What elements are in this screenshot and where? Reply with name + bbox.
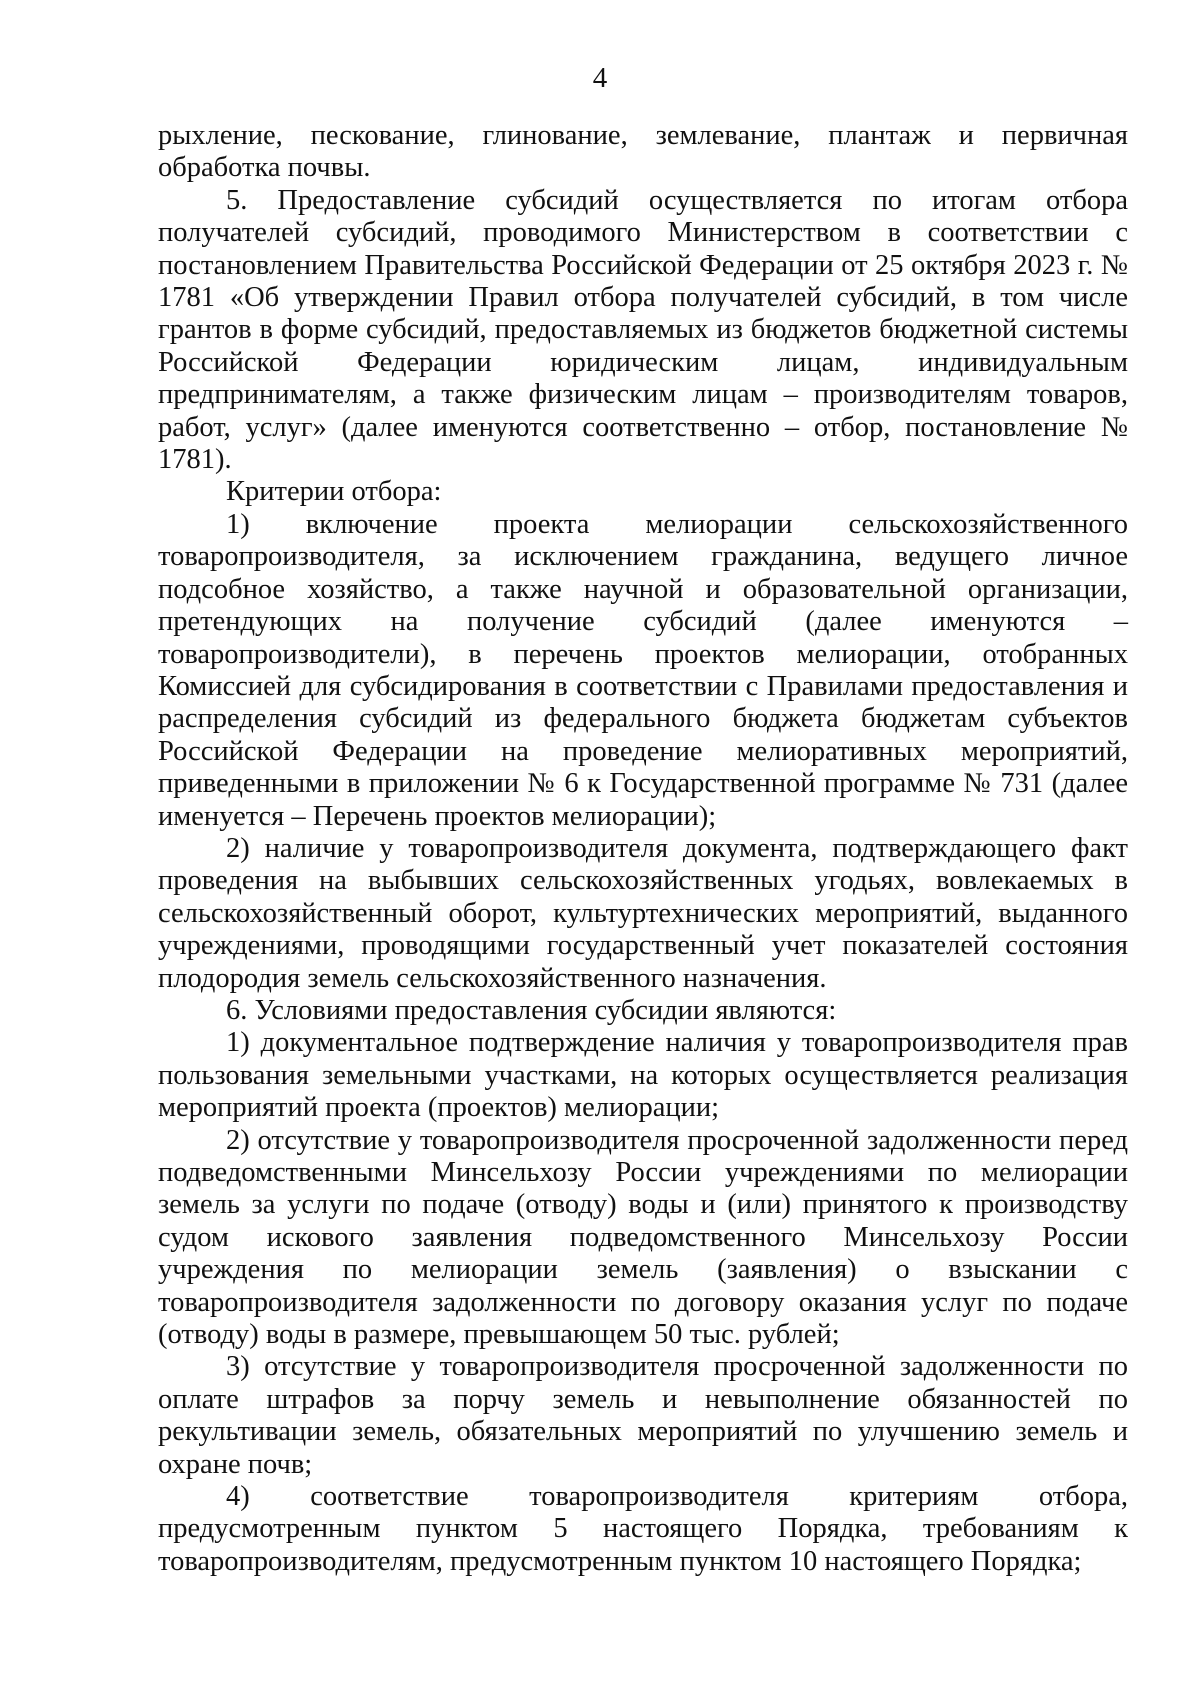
document-body bbox=[158, 120, 1128, 1578]
paragraph-criterion-2: 2) наличие у товаропроизводителя документа, подтверждающего факт проведения на выбывших сельскохозяйственных угодьях, вовлекаемых в сельскохозяйственный оборот, культуртехнических мероприятий, выданного учреждениями, проводящими государственный учет показателей состояния плодородия земель сельскохозяйственного назначения. bbox=[158, 832, 1128, 994]
paragraph-condition-4: 4) соответствие товаропроизводителя критериям отбора, предусмотренным пунктом 5 настоящего Порядка, требованиям к товаропроизводителям, предусмотренным пунктом 10 настоящего Порядка; bbox=[158, 1481, 1128, 1577]
paragraph-selection-criteria-heading: Критерии отбора: bbox=[226, 476, 442, 508]
paragraph-condition-2: 2) отсутствие у товаропроизводителя просроченной задолженности перед подведомственными Минсельхозу России учреждениями по мелиорации земель за услуги по подаче (отводу) воды и (или) принятого к производству судом искового заявления подведомственного Минсельхозу России учреждения по мелиорации земель (заявления) о взыскании с товаропроизводителя задолженности по договору оказания услуг по подаче (отводу) воды в размере, превышающем 50 тыс. рублей; bbox=[158, 1124, 1128, 1351]
paragraph-item-6: 6. Условиями предоставления субсидии являются: bbox=[226, 994, 837, 1026]
page-number: 4 bbox=[592, 62, 608, 94]
paragraph-continuation: рыхление, пескование, глинование, землевание, плантаж и первичная обработка почвы. bbox=[158, 120, 1128, 184]
paragraph-criterion-1: 1) включение проекта мелиорации сельскохозяйственного товаропроизводителя, за исключением гражданина, ведущего личное подсобное хозяйство, а также научной и образовательной организации, претендующих на получение субсидий (далее именуются – товаропроизводители), в перечень проектов мелиорации, отобранных Комиссией для субсидирования в соответствии с Правилами предоставления и распределения субсидий из федерального бюджета бюджетам субъектов Российской Федерации на проведение мелиоративных мероприятий, приведенными в приложении № 6 к Государственной программе № 731 (далее именуется – Перечень проектов мелиорации); bbox=[158, 508, 1128, 832]
paragraph-condition-1: 1) документальное подтверждение наличия у товаропроизводителя прав пользования земельными участками, на которых осуществляется реализация мероприятий проекта (проектов) мелиорации; bbox=[158, 1027, 1128, 1124]
paragraph-item-5: 5. Предоставление субсидий осуществляется по итогам отбора получателей субсидий, проводимого Министерством в соответствии с постановлением Правительства Российской Федерации от 25 октября 2023 г. № 1781 «Об утверждении Правил отбора получателей субсидий, в том числе грантов в форме субсидий, предоставляемых из бюджетов бюджетной системы Российской Федерации юридическим лицам, индивидуальным предпринимателям, а также физическим лицам – производителям товаров, работ, услуг» (далее именуются соответственно – отбор, постановление № 1781). bbox=[158, 184, 1128, 476]
paragraph-condition-3: 3) отсутствие у товаропроизводителя просроченной задолженности по оплате штрафов за порчу земель и невыполнение обязанностей по рекультивации земель, обязательных мероприятий по улучшению земель и охране почв; bbox=[158, 1351, 1128, 1480]
